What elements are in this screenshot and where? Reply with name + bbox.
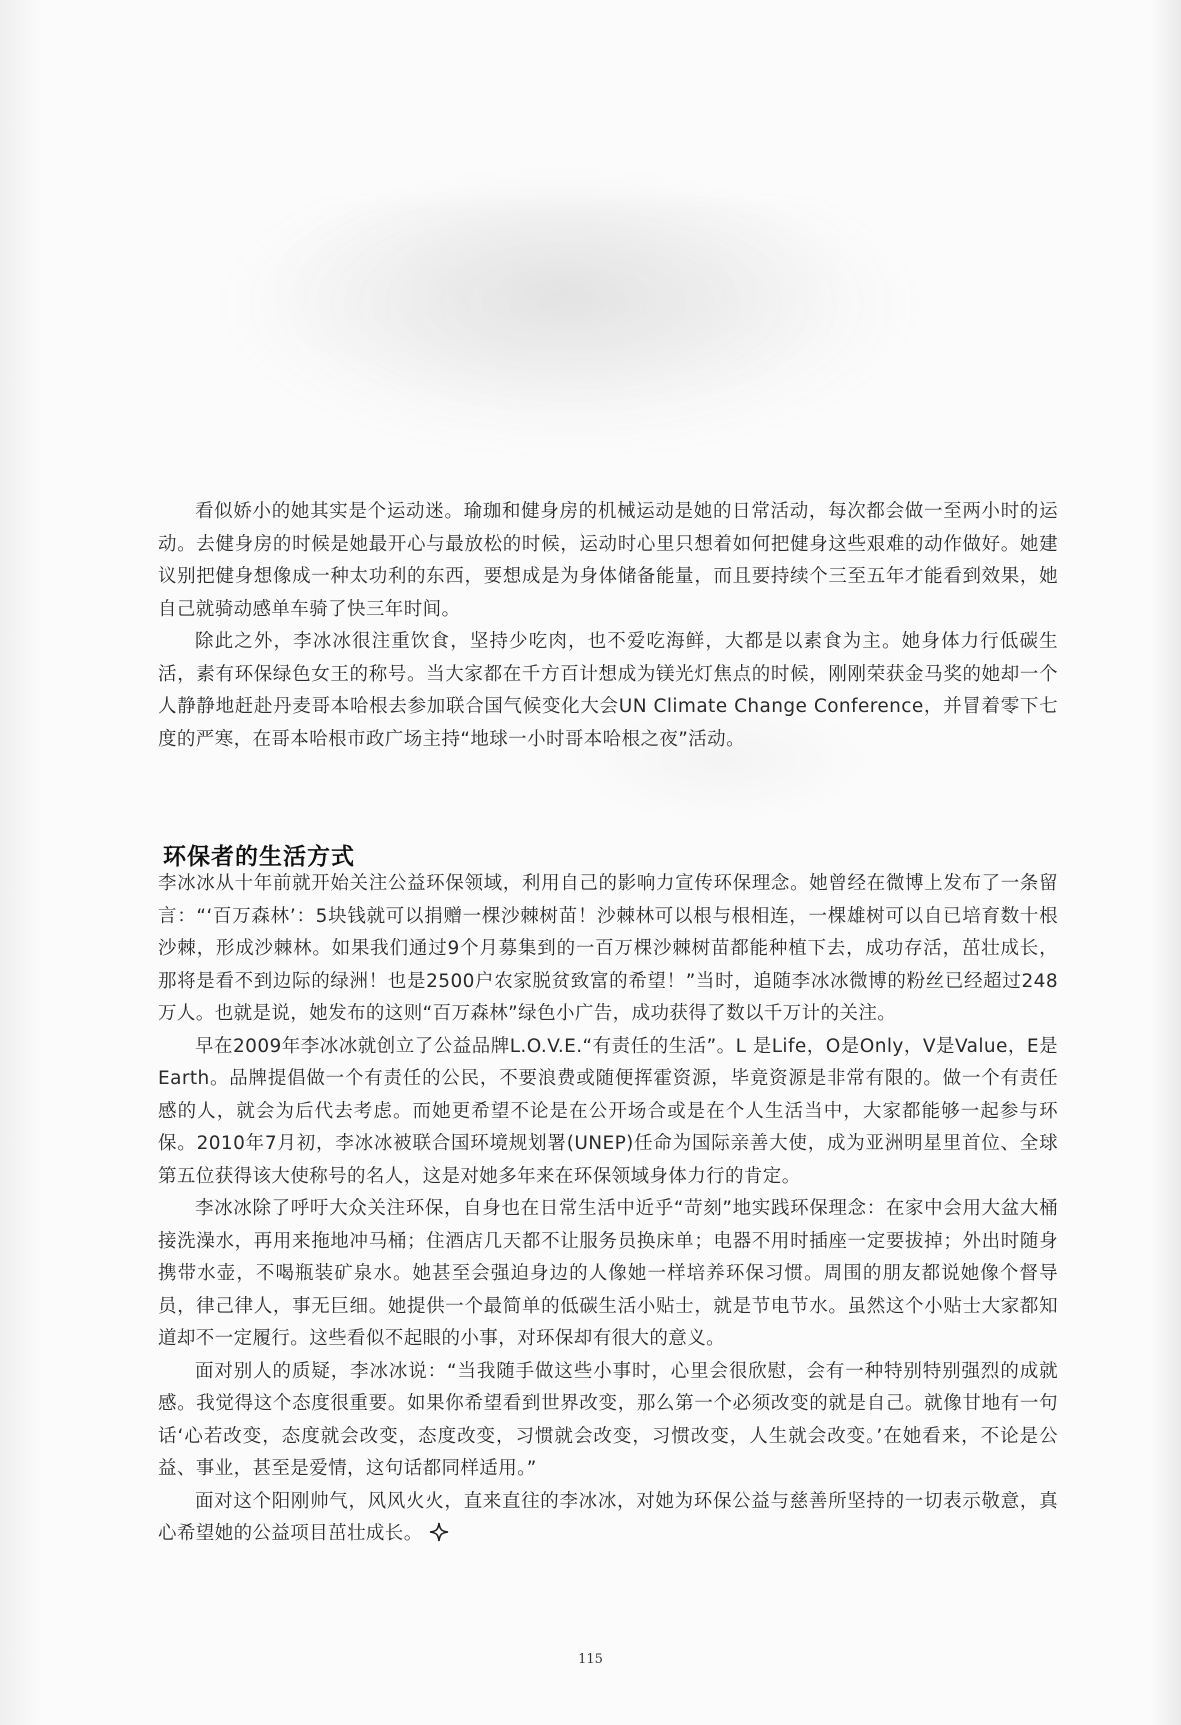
page-number: 115	[578, 1652, 603, 1667]
section-article-body	[158, 868, 1058, 1551]
paragraph: 李冰冰从十年前就开始关注公益环保领域，利用自己的影响力宣传环保理念。她曾经在微博上发布了一条留言：“‘百万森林’：5块钱就可以捐赠一棵沙棘树苗！沙棘林可以根与根相连，一棵雄树可以自已培育数十根沙棘，形成沙棘林。如果我们通过9个月募集到的一百万棵沙棘树苗都能种植下去，成功存活，茁壮成长，那将是看不到边际的绿洲！也是2500户农家脱贫致富的希望！”当时，追随李冰冰微博的粉丝已经超过248万人。也就是说，她发布的这则“百万森林”绿色小广告，成功获得了数以千万计的关注。	[158, 873, 1058, 1024]
final-paragraph	[158, 1486, 1058, 1551]
paragraph: 看似娇小的她其实是个运动迷。瑜珈和健身房的机械运动是她的日常活动，每次都会做一至两小时的运动。去健身房的时候是她最开心与最放松的时候，运动时心里只想着如何把健身这些艰难的动作做好。她建议别把健身想像成一种太功利的东西，要想成是为身体储备能量，而且要持续个三至五年才能看到效果，她自己就骑动感单车骑了快三年时间。	[158, 501, 1058, 620]
intro-article-body	[158, 496, 1058, 756]
paragraph-text: 面对这个阳刚帅气，风风火火，直来直往的李冰冰，对她为环保公益与慈善所坚持的一切表示敬意，真心希望她的公益项目茁壮成长。	[158, 1490, 1058, 1544]
paragraph: 李冰冰除了呼吁大众关注环保，自身也在日常生活中近乎“苛刻”地实践环保理念：在家中会用大盆大桶接洗澡水，再用来拖地冲马桶；住酒店几天都不让服务员换床单；电器不用时插座一定要拔掉；外出时随身携带水壶，不喝瓶装矿泉水。她甚至会强迫身边的人像她一样培养环保习惯。周围的朋友都说她像个督导员，律己律人，事无巨细。她提供一个最简单的低碳生活小贴士，就是节电节水。虽然这个小贴士大家都知道却不一定履行。这些看似不起眼的小事，对环保却有很大的意义。	[158, 1198, 1058, 1349]
end-mark-icon	[429, 1522, 449, 1542]
section-heading: 环保者的生活方式	[163, 844, 355, 870]
paragraph: 面对别人的质疑，李冰冰说：“当我随手做这些小事时，心里会很欣慰，会有一种特别特别强烈的成就感。我觉得这个态度很重要。如果你希望看到世界改变，那么第一个必须改变的就是自己。就像甘地有一句话‘心若改变，态度就会改变，态度改变，习惯就会改变，习惯改变，人生就会改变。’在她看来，不论是公益、事业，甚至是爱情，这句话都同样适用。”	[158, 1360, 1058, 1479]
faded-photo-area	[210, 200, 930, 460]
paragraph: 除此之外，李冰冰很注重饮食，坚持少吃肉，也不爱吃海鲜，大都是以素食为主。她身体力行低碳生活，素有环保绿色女王的称号。当大家都在千方百计想成为镁光灯焦点的时候，刚刚荣获金马奖的她却一个人静静地赶赴丹麦哥本哈根去参加联合国气候变化大会UN Climate Change Conference，并冒着零下七度的严寒，在哥本哈根市政广场主持“地球一小时哥本哈根之夜”活动。	[158, 631, 1058, 750]
paragraph: 早在2009年李冰冰就创立了公益品牌L.O.V.E.“有责任的生活”。L 是Life，O是Only，V是Value，E是Earth。品牌提倡做一个有责任的公民，不要浪费或随便挥霍资源，毕竟资源是非常有限的。做一个有责任感的人，就会为后代去考虑。而她更希望不论是在公开场合或是在个人生活当中，大家都能够一起参与环保。2010年7月初，李冰冰被联合国环境规划署(UNEP)任命为国际亲善大使，成为亚洲明星里首位、全球第五位获得该大使称号的名人，这是对她多年来在环保领域身体力行的肯定。	[158, 1035, 1058, 1187]
